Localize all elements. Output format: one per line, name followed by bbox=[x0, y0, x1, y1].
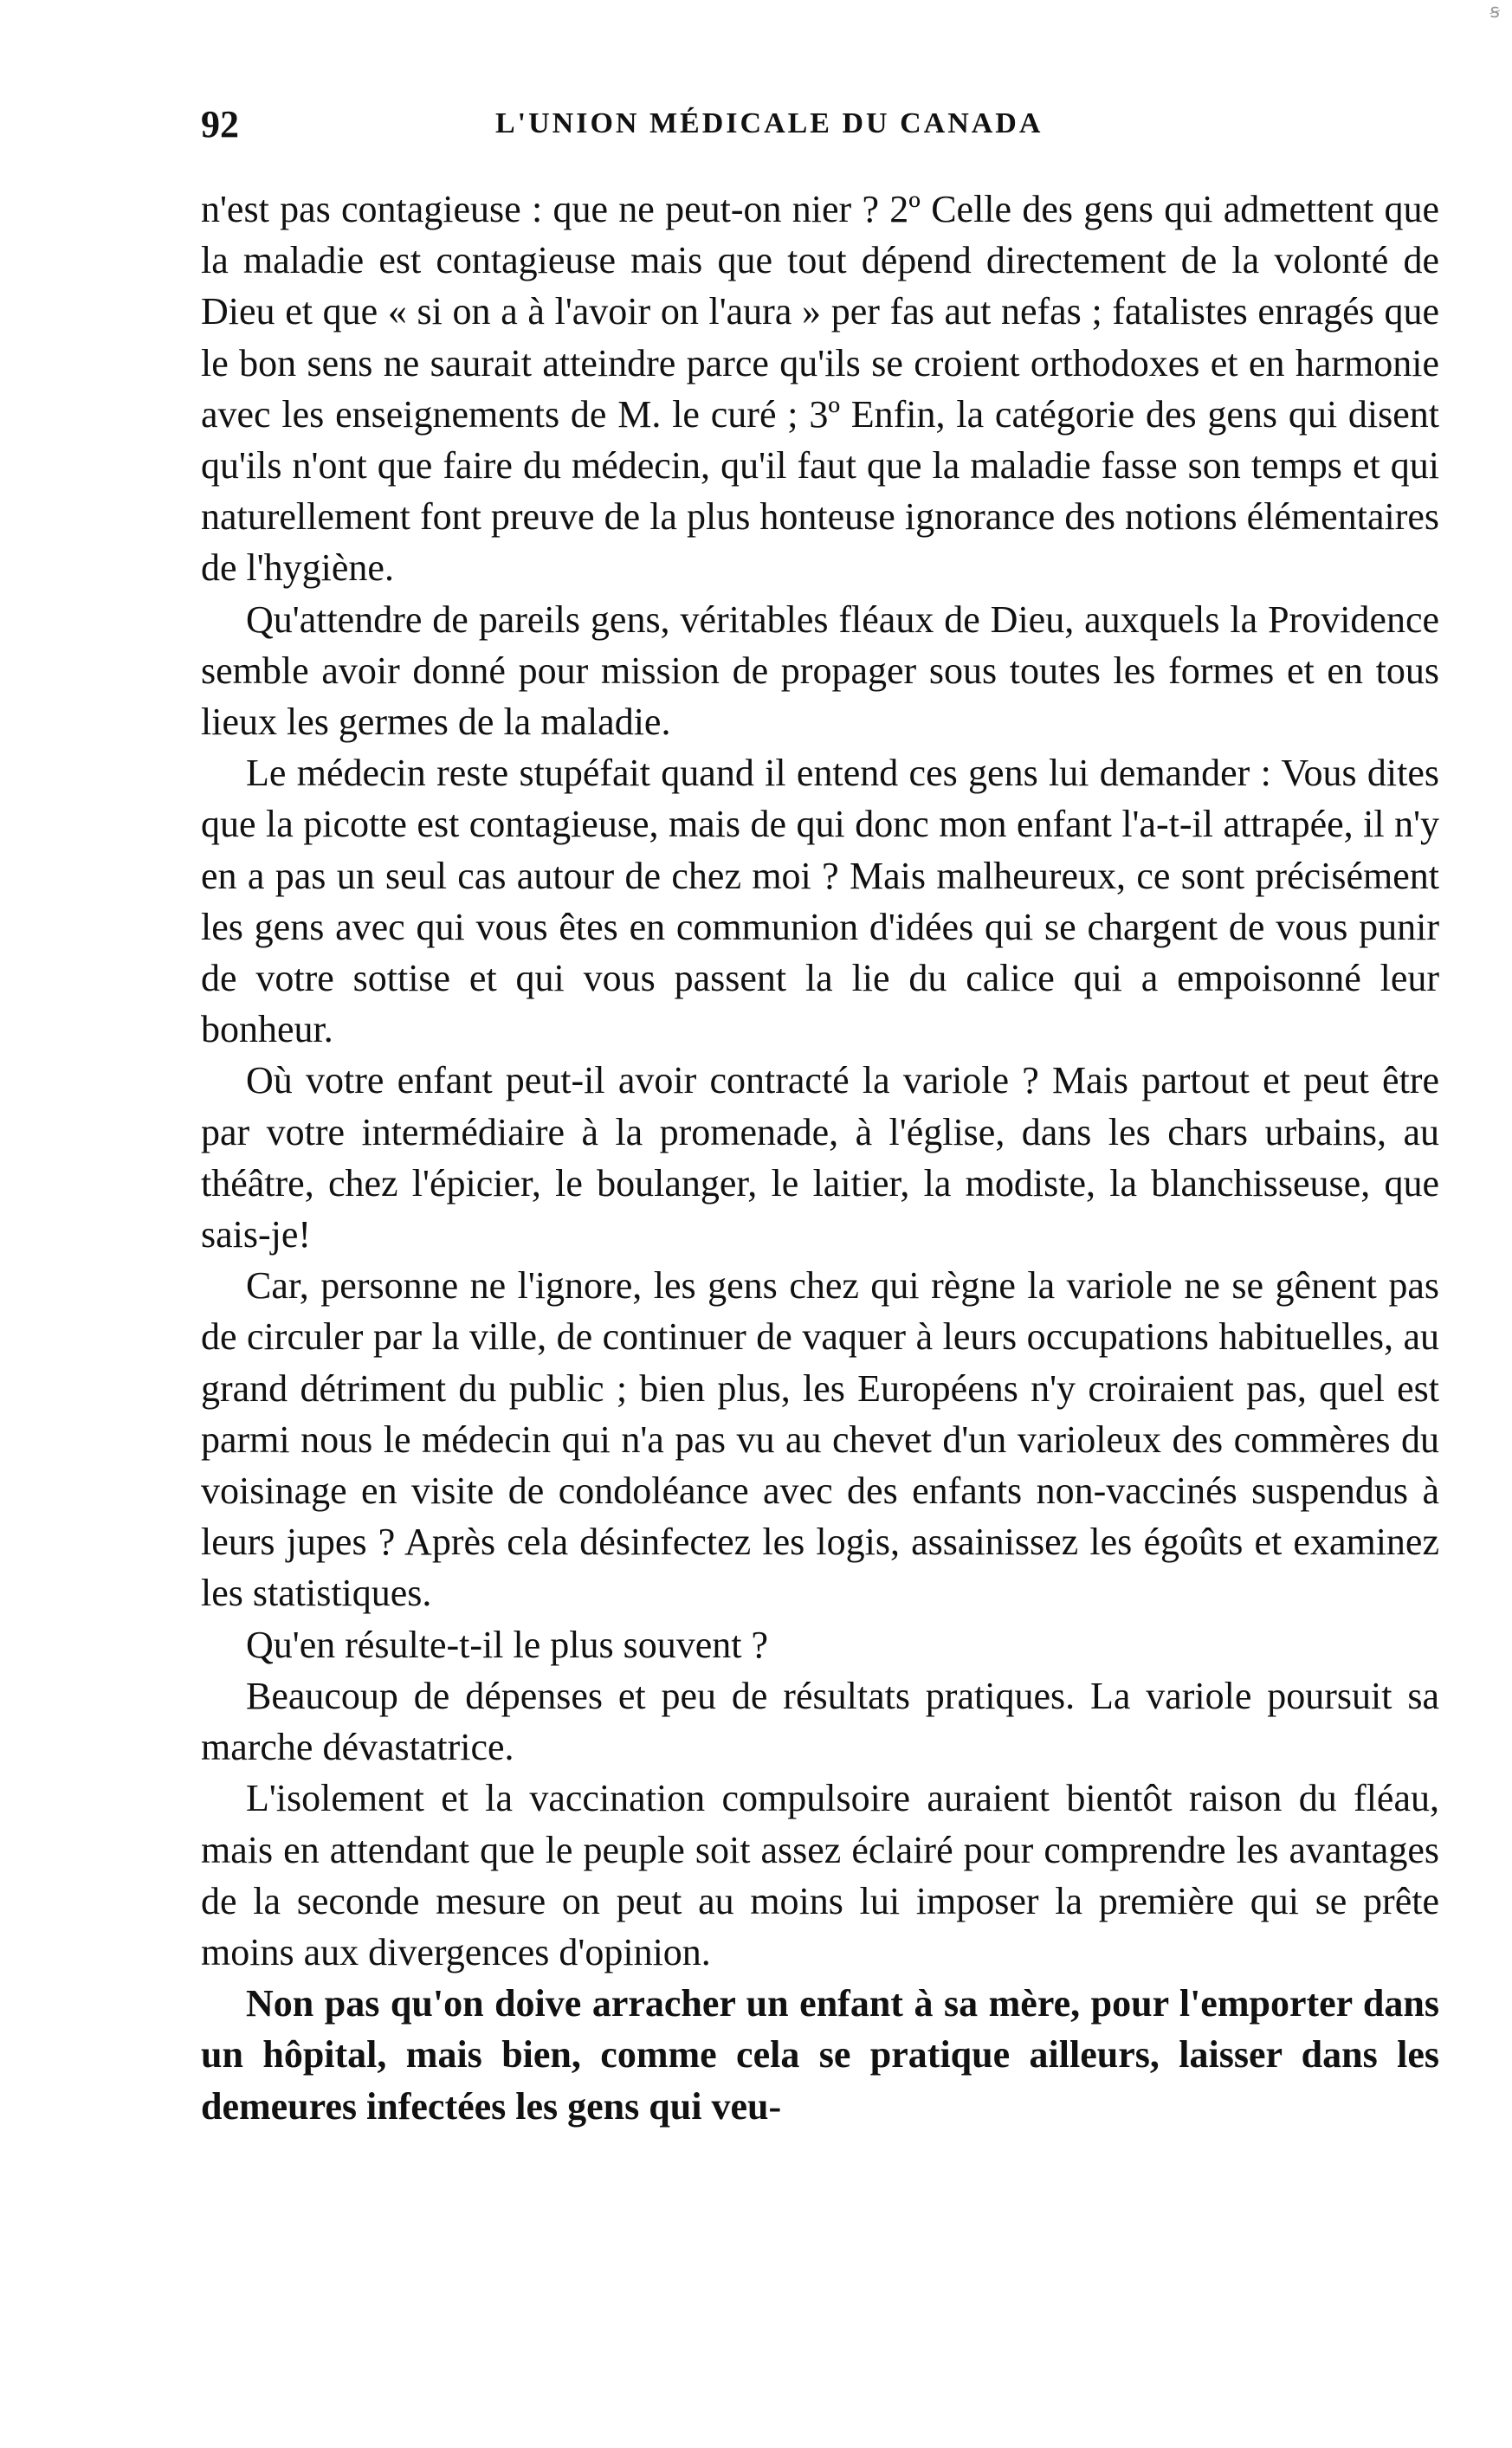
paragraph-5: Car, personne ne l'ignore, les gens chez qui règne la variole ne se gênent pas de circuler par la ville, de continuer de vaquer à leurs occupations habituelles, au grand détriment du public ; bien plus, les Européens n'y croiraient pas, quel est parmi nous le médecin qui n'a pas vu au chevet d'un varioleux des commères du voisinage en visite de condoléance avec des enfants non-vaccinés suspendus à leurs jupes ? Après cela désinfectez les logis, assainissez les égoûts et examinez les statistiques. bbox=[201, 1264, 1439, 1615]
page-number: 92 bbox=[201, 103, 239, 145]
corner-mark-icon: ꞩ bbox=[1489, 0, 1500, 22]
paragraph-3: Le médecin reste stupéfait quand il entend ces gens lui demander : Vous dites que la picotte est contagieuse, mais de qui donc mon enfant l'a-t-il attrapée, il n'y en a pas un seul cas autour de chez moi ? Mais malheureux, ce sont précisément les gens avec qui vous êtes en communion d'idées qui se chargent de vous punir de votre sottise et qui vous passent la lie du calice qui a empoisonné leur bonheur. bbox=[201, 752, 1439, 1051]
page-header bbox=[201, 102, 1439, 154]
paragraph-8: L'isolement et la vaccination compulsoire auraient bientôt raison du fléau, mais en attendant que le peuple soit assez éclairé pour comprendre les avantages de la seconde mesure on peut au moins lui imposer la première qui se prête moins aux divergences d'opinion. bbox=[201, 1777, 1439, 1973]
paragraph-2: Qu'attendre de pareils gens, véritables fléaux de Dieu, auxquels la Providence semble avoir donné pour mission de propager sous toutes les formes et en tous lieux les germes de la maladie. bbox=[201, 597, 1439, 744]
paragraph-9: Non pas qu'on doive arracher un enfant à sa mère, pour l'emporter dans un hôpital, mais bien, comme cela se pratique ailleurs, laisser dans les demeures infectées les gens qui veu- bbox=[201, 1982, 1439, 2128]
paragraph-1: n'est pas contagieuse : que ne peut-on nier ? 2º Celle des gens qui admettent que la maladie est contagieuse mais que tout dépend directement de la volonté de Dieu et que « si on a à l'avoir on l'aura » per fas aut nefas ; fatalistes enragés que le bon sens ne saurait atteindre parce qu'ils se croient orthodoxes et en harmonie avec les enseignements de M. le curé ; 3º Enfin, la catégorie des gens qui disent qu'ils n'ont que faire du médecin, qu'il faut que la maladie fasse son temps et qui naturellement font preuve de la plus honteuse ignorance des notions élémentaires de l'hygiène. bbox=[201, 188, 1439, 590]
article-body bbox=[201, 184, 1439, 2132]
paragraph-7: Beaucoup de dépenses et peu de résultats pratiques. La variole poursuit sa marche dévastatrice. bbox=[201, 1674, 1439, 1769]
paragraph-6: Qu'en résulte-t-il le plus souvent ? bbox=[246, 1623, 769, 1666]
running-title: L'UNION MÉDICALE DU CANADA bbox=[495, 107, 1044, 139]
paragraph-4: Où votre enfant peut-il avoir contracté la variole ? Mais partout et peut être par votre intermédiaire à la promenade, à l'église, dans les chars urbains, au théâtre, chez l'épicier, le boulanger, le laitier, la modiste, la blanchisseuse, que sais-je! bbox=[201, 1059, 1439, 1256]
